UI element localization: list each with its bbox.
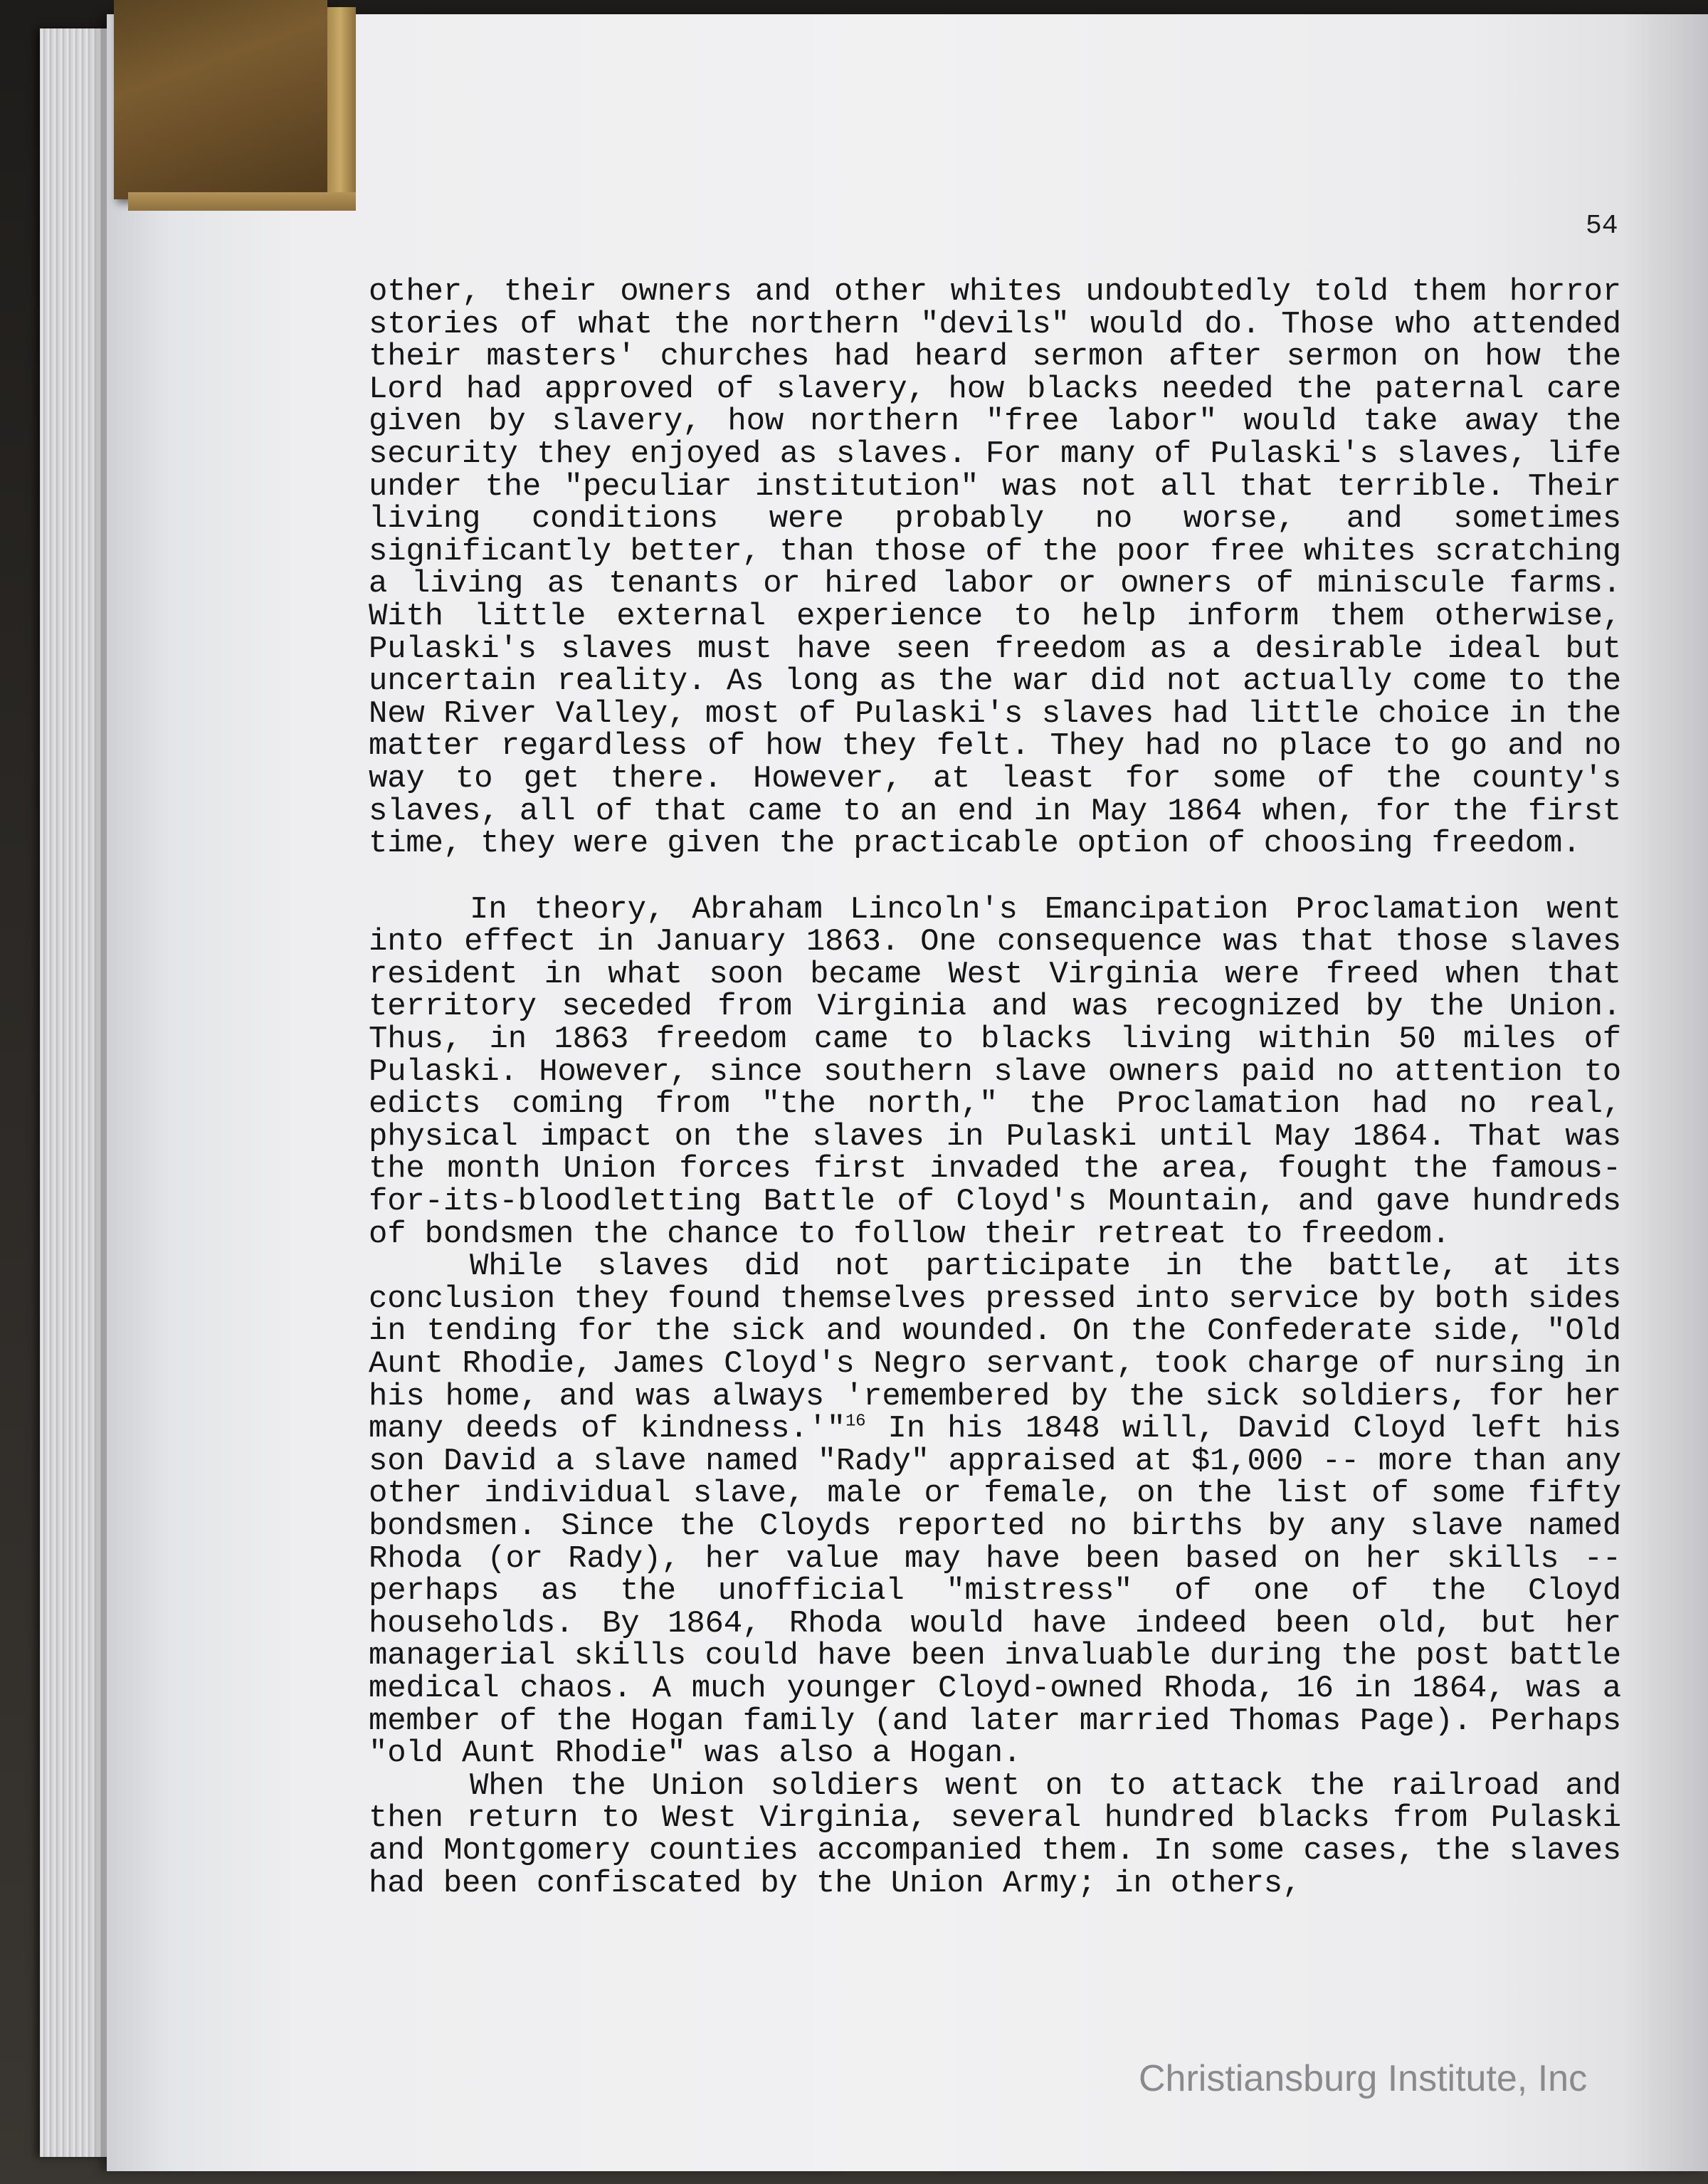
watermark: Christiansburg Institute, Inc — [1139, 2058, 1588, 2099]
binder-clip-edge — [128, 192, 356, 211]
paragraph-gap — [369, 861, 1621, 894]
page-number: 54 — [1586, 211, 1618, 241]
paragraph-3 — [369, 1251, 1621, 1770]
paragraph-1: other, their owners and other whites undoubtedly told them horror stories of what the northern "devils" would do. Those who attended their masters' churches had heard sermon after sermon on how the Lord had approved of slavery, how blacks needed the paternal care given by slavery, how northern "free labor" would take away the security they enjoyed as slaves. For many of Pulaski's slaves, life under the "peculiar institution" was not all that terrible. Their living conditions were probably no worse, and sometimes significantly better, than those of the poor free whites scratching a living as tenants or hired labor or owners of miniscule farms. With little external experience to help inform them otherwise, Pulaski's slaves must have seen freedom as a desirable ideal but uncertain reality. As long as the war did not actually come to the New River Valley, most of Pulaski's slaves had little choice in the matter regardless of how they felt. They had no place to go and no way to get there. However, at least for some of the county's slaves, all of that came to an end in May 1864 when, for the first time, they were given the practicable option of choosing freedom. — [369, 274, 1621, 862]
page-curve-shadow — [1623, 14, 1708, 2171]
binder-clip — [114, 0, 370, 214]
body-text — [369, 276, 1621, 1900]
paragraph-2: In theory, Abraham Lincoln's Emancipation Proclamation went into effect in January 1863. One consequence was that those slaves resident in what soon became West Virginia were freed when that territory seceded from Virginia and was recognized by the Union. Thus, in 1863 freedom came to blacks living within 50 miles of Pulaski. However, since southern slave owners paid no attention to edicts coming from "the north," the Proclamation had no real, physical impact on the slaves in Pulaski until May 1864. That was the month Union forces first invaded the area, fought the famous-for-its-bloodletting Battle of Cloyd's Mountain, and gave hundreds of bondsmen the chance to follow their retreat to freedom. — [369, 891, 1621, 1252]
footnote-reference: 16 — [845, 1412, 866, 1432]
paragraph-3-part-1: While slaves did not participate in the battle, at its conclusion they found themselves pressed into service by both sides in tending for the sick and wounded. On the Confederate side, "Old Aunt Rhodie, James Cloyd's Negro servant, took charge of nursing in his home, and was always 'remembered by the sick soldiers, for her many deeds of kindness.'" — [369, 1249, 1621, 1447]
binder-clip-face — [114, 0, 327, 199]
paragraph-3-part-2: In his 1848 will, David Cloyd left his son David a slave named "Rady" appraised at $1,000 -- more than any other individual slave, male or female, on the list of some fifty bondsmen. Since the Cloyds reported no births by any slave named Rhoda (or Rady), her value may have been based on her skills -- perhaps as the unofficial "mistress" of one of the Cloyd households. By 1864, Rhoda would have indeed been old, but her managerial skills could have been invaluable during the post battle medical chaos. A much younger Cloyd-owned Rhoda, 16 in 1864, was a member of the Hogan family (and later married Thomas Page). Perhaps "old Aunt Rhodie" was also a Hogan. — [369, 1411, 1622, 1772]
paragraph-4: When the Union soldiers went on to attack the railroad and then return to West Virginia, several hundred blacks from Pulaski and Montgomery counties accompanied them. In some cases, the slaves had been confiscated by the Union Army; in others, — [369, 1768, 1621, 1901]
binder-clip-side — [327, 7, 356, 206]
